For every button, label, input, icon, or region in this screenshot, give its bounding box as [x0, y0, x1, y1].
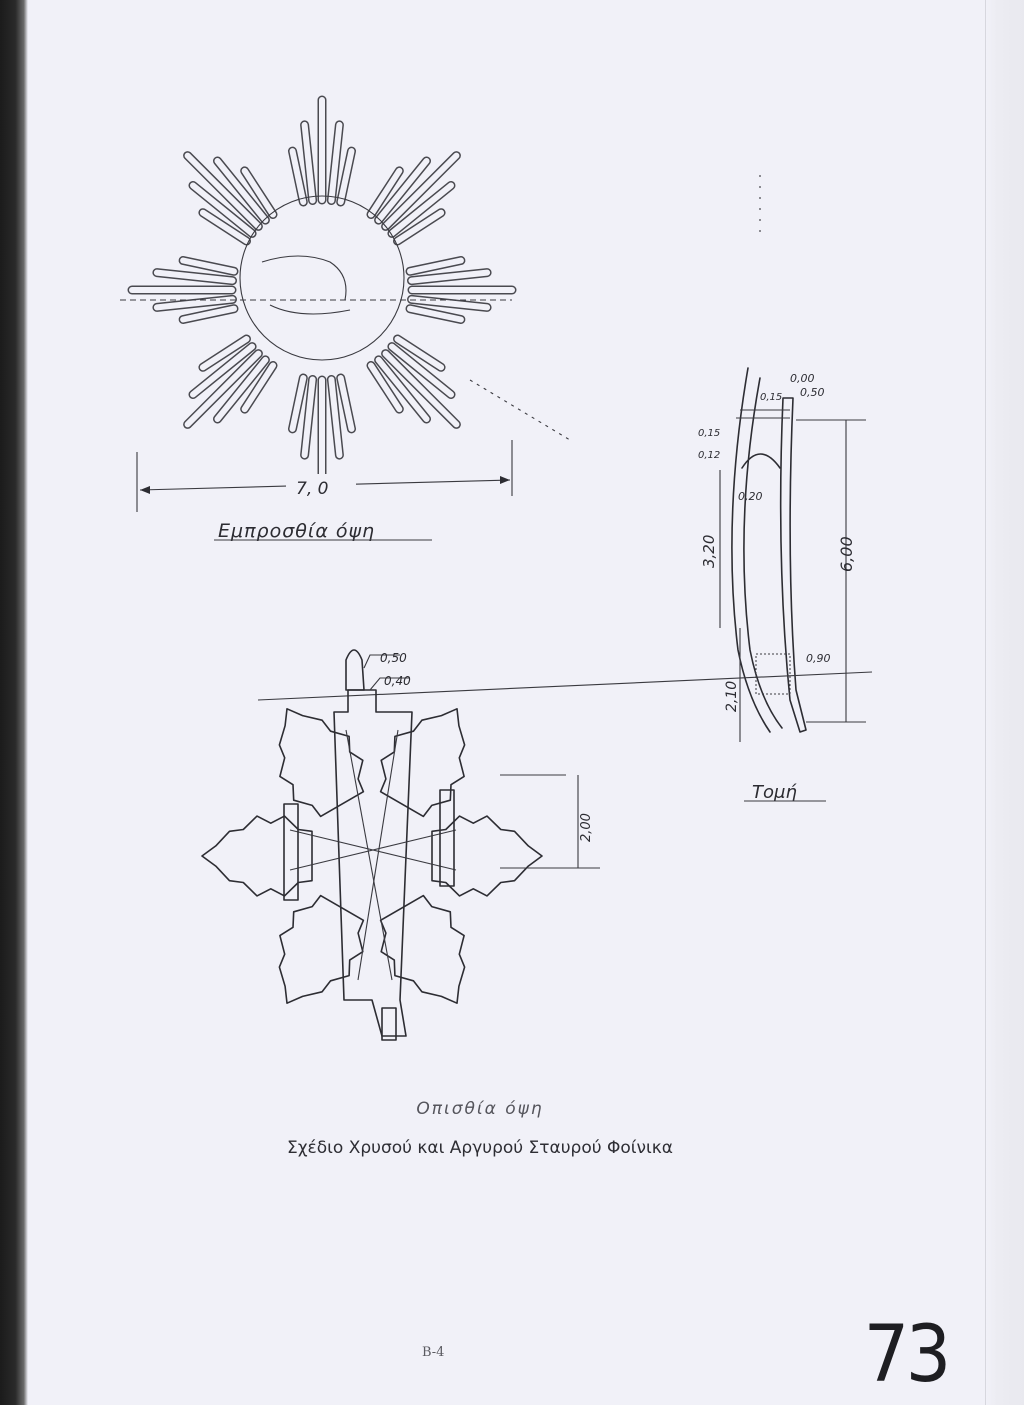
star-ray-fill: [157, 299, 233, 307]
section-inner-curve: [744, 378, 782, 728]
leaf-arm: [381, 896, 465, 1004]
leaf-arm: [279, 709, 363, 817]
dim-arc: 0,20: [738, 490, 763, 503]
back-view-cross: [202, 650, 600, 1040]
star-ray-fill: [331, 380, 339, 456]
dim-top-a: 0,00: [790, 372, 815, 385]
dim-side-a: 0,15: [698, 428, 721, 439]
back-dim-top: 0,50: [380, 651, 407, 665]
dim-height-total: 6,00: [837, 536, 856, 572]
star-ray-fill: [412, 299, 488, 307]
section-label: Τομή: [752, 782, 797, 803]
front-view-star: [120, 100, 570, 542]
star-ray-fill: [157, 273, 233, 281]
section-pin: [781, 398, 806, 732]
leaf-arm: [432, 816, 542, 896]
leaf-arm: [279, 896, 363, 1004]
front-width-dimension: 7, 0: [296, 479, 329, 499]
star-ray-fill: [305, 125, 313, 201]
cross-reference-line: [258, 672, 872, 700]
central-bar: [334, 690, 412, 1036]
medallion-phoenix-outline: [262, 256, 346, 300]
leader-dots: [470, 380, 570, 440]
medallion-phoenix-wing: [270, 305, 350, 314]
star-ray-fill: [331, 125, 339, 201]
arrow-right: [500, 476, 510, 484]
front-view-label: Εμπροσθία όψη: [218, 520, 376, 542]
right-clasp: [440, 790, 454, 886]
dim-top-b: 0,50: [800, 386, 825, 399]
page-number: 73: [863, 1310, 948, 1400]
star-ray-fill: [412, 273, 488, 281]
dim-height-upper: 3,20: [700, 534, 718, 568]
star-ray-fill: [305, 380, 313, 456]
leaf-arm: [202, 816, 312, 896]
top-knob: [346, 650, 364, 690]
back-view-label: Οπισθία όψη: [416, 1099, 544, 1119]
back-dim-second: 0,40: [384, 674, 411, 688]
figure-caption: Σχέδιο Χρυσού και Αργυρού Σταυρού Φοίνικα: [287, 1138, 673, 1158]
arrow-left: [140, 486, 150, 494]
page-reference: B-4: [422, 1345, 445, 1360]
dim-top-c: 0,15: [760, 392, 783, 403]
dim-height-lower: 2,10: [724, 680, 740, 712]
back-dim-side: 2,00: [579, 813, 594, 842]
dim-side-b: 0,12: [698, 450, 721, 461]
dim-bottom-a: 0,90: [806, 652, 831, 665]
